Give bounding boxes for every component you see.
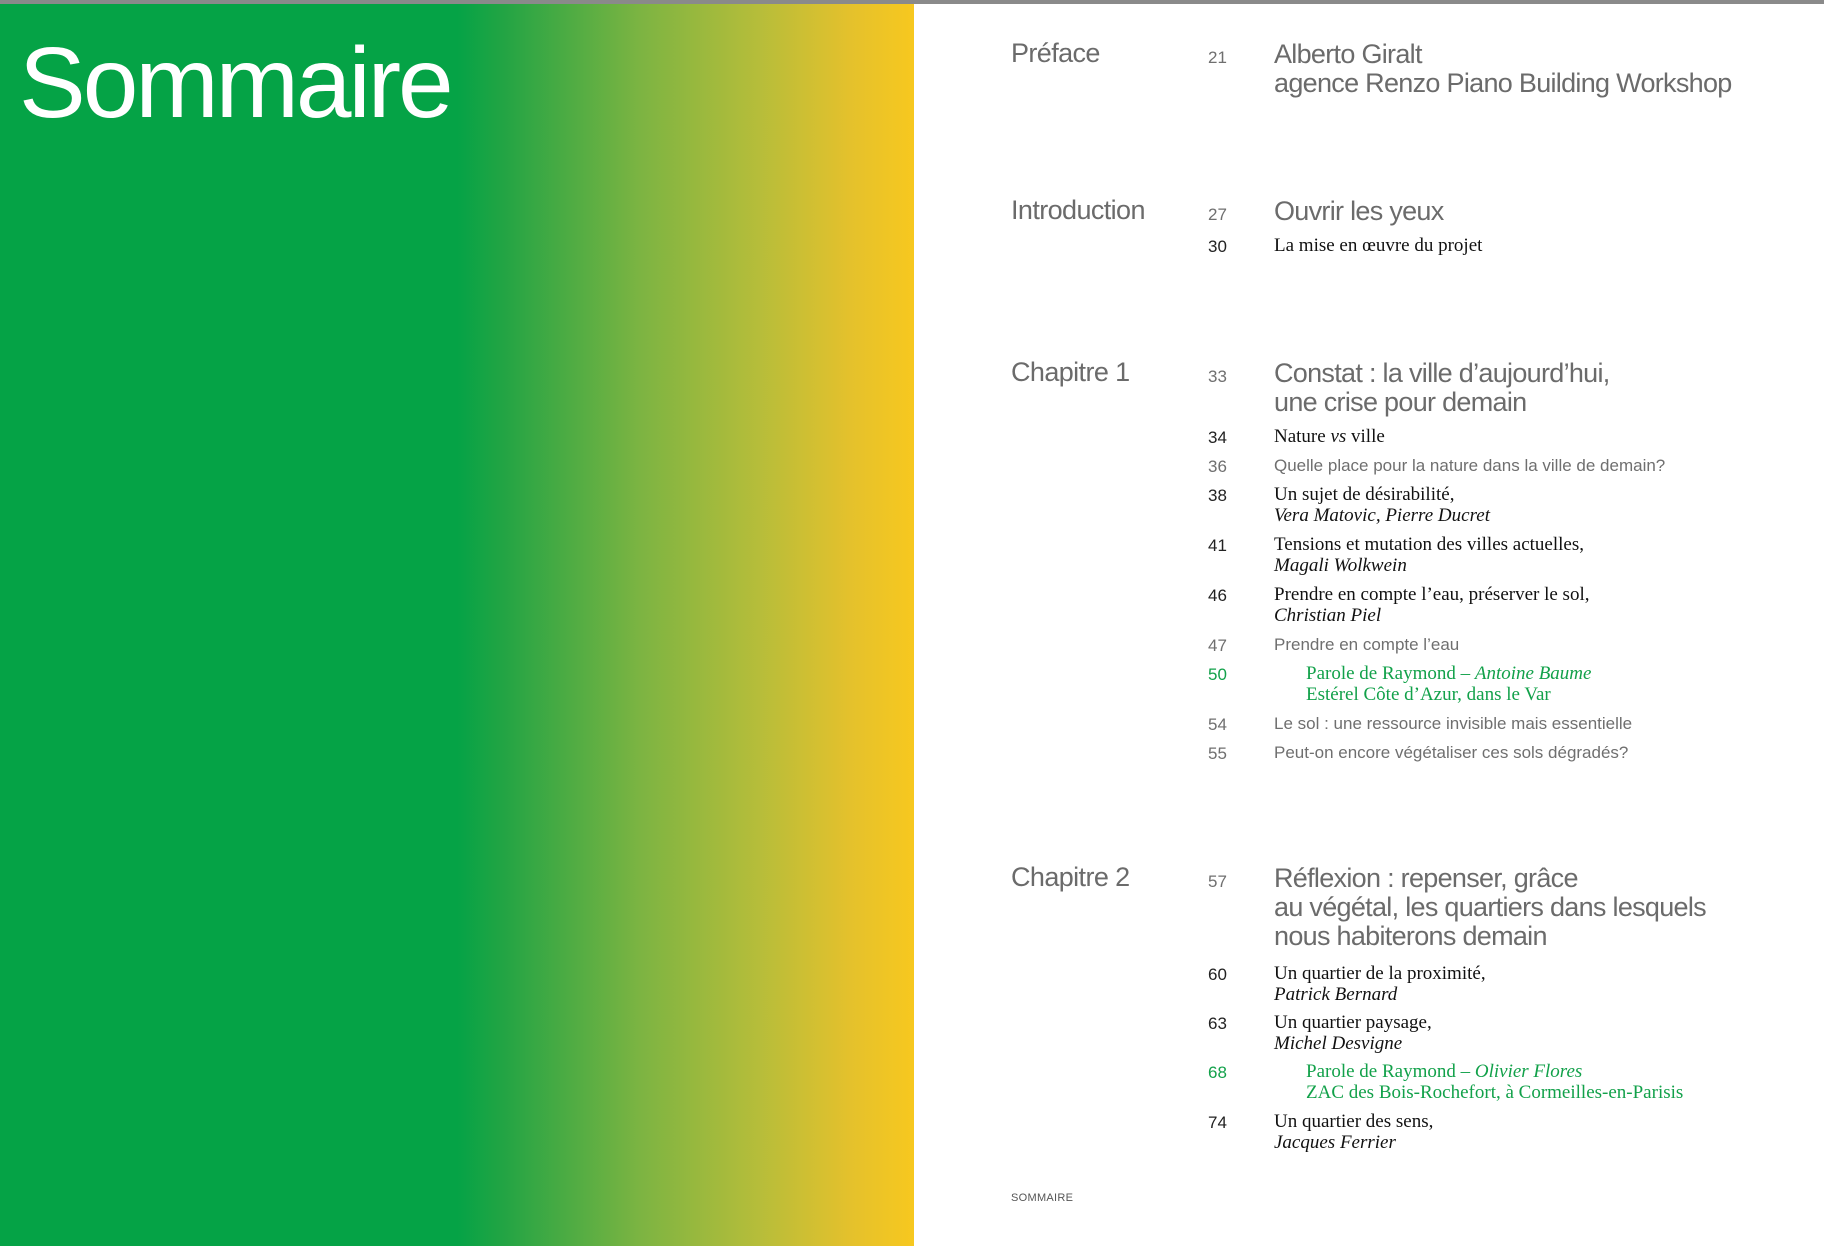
toc-heading-preface[interactable] bbox=[1274, 40, 1732, 98]
toc-entry[interactable] bbox=[1274, 584, 1589, 626]
entry-title: Un quartier de la proximité, bbox=[1274, 963, 1486, 984]
toc-entry[interactable]: Quelle place pour la nature dans la ville de demain? bbox=[1274, 456, 1666, 475]
heading-line: agence Renzo Piano Building Workshop bbox=[1274, 68, 1732, 98]
entry-title: Nature bbox=[1274, 426, 1331, 447]
toc-entry[interactable]: La mise en œuvre du projet bbox=[1274, 235, 1483, 256]
entry-author: Christian Piel bbox=[1274, 605, 1382, 626]
section-label-introduction: Introduction bbox=[1011, 195, 1145, 225]
page-number: 60 bbox=[1208, 965, 1227, 984]
page-number: 57 bbox=[1208, 872, 1227, 891]
entry-title: Parole de Raymond – bbox=[1306, 663, 1475, 684]
cover-gradient-panel bbox=[0, 4, 914, 1246]
section-label-chapitre-2: Chapitre 2 bbox=[1011, 862, 1130, 892]
entry-author: Olivier Flores bbox=[1474, 1061, 1583, 1082]
entry-author: Jacques Ferrier bbox=[1274, 1132, 1396, 1153]
page-number: 21 bbox=[1208, 48, 1227, 67]
entry-title-italic: vs bbox=[1330, 426, 1347, 447]
toc-entry[interactable] bbox=[1274, 534, 1584, 576]
entry-title: Parole de Raymond – bbox=[1306, 1061, 1475, 1082]
page-number: 55 bbox=[1208, 744, 1227, 763]
heading-line: nous habiterons demain bbox=[1274, 921, 1547, 951]
page-number: 47 bbox=[1208, 636, 1227, 655]
toc-entry-parole[interactable] bbox=[1306, 663, 1591, 705]
page-number: 50 bbox=[1208, 665, 1227, 684]
section-label-preface: Préface bbox=[1011, 38, 1100, 68]
toc-heading-chapitre-1[interactable] bbox=[1274, 359, 1610, 417]
entry-author: Michel Desvigne bbox=[1274, 1033, 1403, 1054]
toc-entry-parole[interactable] bbox=[1306, 1061, 1683, 1103]
page-number: 41 bbox=[1208, 536, 1227, 555]
section-label-chapitre-1: Chapitre 1 bbox=[1011, 357, 1130, 387]
entry-subtitle: Estérel Côte d’Azur, dans le Var bbox=[1306, 684, 1551, 705]
entry-title: Un quartier des sens, bbox=[1274, 1111, 1434, 1132]
toc-entry[interactable] bbox=[1274, 426, 1385, 447]
page-number: 46 bbox=[1208, 586, 1227, 605]
toc-entry[interactable] bbox=[1274, 1012, 1432, 1054]
page-number: 27 bbox=[1208, 205, 1227, 224]
cover-title: Sommaire bbox=[19, 27, 451, 139]
page-number: 68 bbox=[1208, 1063, 1227, 1082]
toc-entry[interactable] bbox=[1274, 484, 1490, 526]
entry-title: Un sujet de désirabilité, bbox=[1274, 484, 1455, 505]
page-number: 34 bbox=[1208, 428, 1227, 447]
toc-entry[interactable]: Prendre en compte l’eau bbox=[1274, 635, 1460, 654]
entry-title: Un quartier paysage, bbox=[1274, 1012, 1432, 1033]
entry-author: Patrick Bernard bbox=[1274, 984, 1398, 1005]
toc-entry[interactable]: Peut-on encore végétaliser ces sols dégradés? bbox=[1274, 743, 1629, 762]
page-number: 63 bbox=[1208, 1014, 1227, 1033]
entry-title: Prendre en compte l’eau, préserver le sol, bbox=[1274, 584, 1590, 605]
heading-line: Réflexion : repenser, grâce bbox=[1274, 863, 1578, 893]
entry-title: Tensions et mutation des villes actuelles, bbox=[1274, 534, 1584, 555]
toc-entry[interactable] bbox=[1274, 1111, 1433, 1153]
heading-line: Alberto Giralt bbox=[1274, 39, 1422, 69]
toc-heading-introduction[interactable] bbox=[1274, 197, 1444, 226]
page-number: 74 bbox=[1208, 1113, 1227, 1132]
page-number: 54 bbox=[1208, 715, 1227, 734]
toc-entry[interactable] bbox=[1274, 963, 1486, 1005]
toc-heading-chapitre-2[interactable] bbox=[1274, 864, 1706, 951]
heading-line: une crise pour demain bbox=[1274, 387, 1527, 417]
entry-subtitle: ZAC des Bois-Rochefort, à Cormeilles-en-Parisis bbox=[1306, 1082, 1684, 1103]
running-footer: SOMMAIRE bbox=[1011, 1192, 1074, 1204]
heading-line: au végétal, les quartiers dans lesquels bbox=[1274, 892, 1706, 922]
page-number: 30 bbox=[1208, 237, 1227, 256]
heading-line: Constat : la ville d’aujourd’hui, bbox=[1274, 358, 1610, 388]
toc-entry[interactable]: Le sol : une ressource invisible mais essentielle bbox=[1274, 714, 1633, 733]
entry-author: Magali Wolkwein bbox=[1274, 555, 1407, 576]
entry-author: Vera Matovic, Pierre Ducret bbox=[1274, 505, 1490, 526]
heading-line: Ouvrir les yeux bbox=[1274, 196, 1444, 226]
page-number: 33 bbox=[1208, 367, 1227, 386]
page-number: 38 bbox=[1208, 486, 1227, 505]
entry-title: ville bbox=[1346, 426, 1385, 447]
page-number: 36 bbox=[1208, 457, 1227, 476]
entry-author: Antoine Baume bbox=[1474, 663, 1592, 684]
